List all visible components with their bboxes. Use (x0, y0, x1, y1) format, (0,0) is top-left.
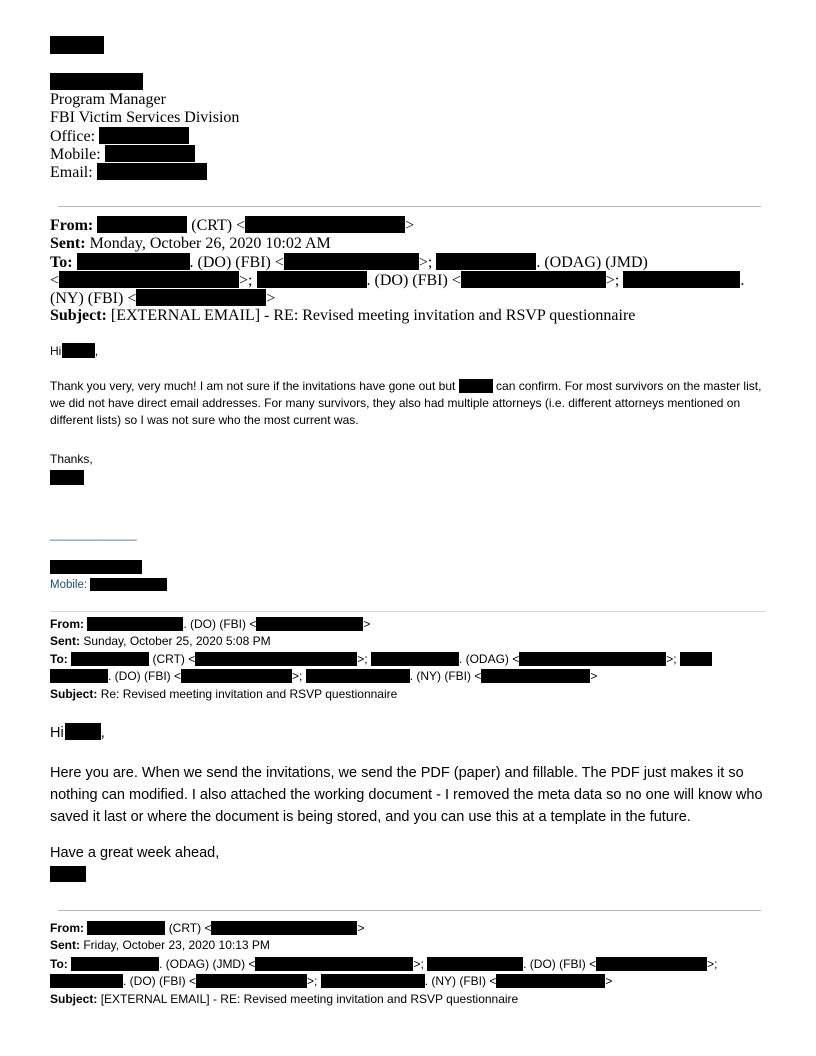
subject-value: [EXTERNAL EMAIL] - RE: Revised meeting invitation and RSVP questionnaire (100, 992, 519, 1006)
to-text: . (ODAG) (JMD) (536, 254, 648, 271)
redaction (481, 669, 590, 683)
redaction (623, 271, 740, 288)
signature2-mobile (50, 577, 167, 593)
redaction (62, 343, 95, 358)
redaction (50, 669, 108, 683)
redaction (371, 652, 459, 666)
greeting-end: , (94, 344, 99, 358)
redaction (245, 216, 405, 233)
email2-to-line1 (50, 651, 712, 667)
to-text: . (DO) (FBI) < (523, 957, 597, 971)
to-text: . (DO) (FBI) < (189, 254, 284, 271)
redaction (461, 271, 606, 288)
redaction (306, 669, 410, 683)
redaction (59, 271, 239, 288)
greeting: Hi (50, 344, 62, 358)
email2-closing: Have a great week ahead, (50, 845, 220, 861)
body-text: can confirm. For most survivors on the master list, we did not have direct email addresses. For many survivors, they also had multiple attorneys (i.e. different attorneys mentioned on different lists) so I was not sure who the most current was. (50, 379, 762, 427)
from-label: From: (50, 217, 94, 234)
redaction (519, 652, 666, 666)
to-text: >; (707, 957, 718, 971)
from-end: > (405, 217, 415, 234)
email1-subject (50, 307, 635, 325)
sent-label: Sent: (50, 235, 86, 252)
subject-label: Subject: (50, 992, 98, 1006)
redaction (71, 652, 149, 666)
email3-to-line1 (50, 956, 717, 972)
email1-from (50, 216, 414, 235)
greeting-end: , (100, 725, 105, 741)
subject-label: Subject: (50, 687, 98, 701)
redaction (596, 957, 707, 971)
divider (58, 910, 761, 911)
sent-value: Monday, October 26, 2020 10:02 AM (89, 235, 331, 252)
redaction (257, 271, 367, 288)
sent-label: Sent: (50, 938, 80, 952)
from-label: From: (50, 921, 84, 935)
sent-value: Friday, October 23, 2020 10:13 PM (83, 938, 270, 952)
to-label: To: (50, 254, 73, 271)
to-text: >; (666, 652, 677, 666)
redaction (50, 560, 142, 574)
subject-value: Re: Revised meeting invitation and RSVP questionnaire (100, 687, 398, 701)
subject-label: Subject: (50, 307, 107, 324)
redaction (99, 127, 189, 144)
redaction (256, 617, 363, 631)
to-text: . (NY) (FBI) < (409, 669, 482, 683)
subject-value: [EXTERNAL EMAIL] - RE: Revised meeting invitation and RSVP questionnaire (110, 307, 636, 324)
redaction (181, 669, 292, 683)
redaction (136, 289, 266, 306)
redaction (284, 253, 419, 270)
to-text: >; (605, 272, 620, 289)
email1-to-line2 (50, 271, 744, 290)
to-text: >; (418, 254, 433, 271)
email3-sent (50, 937, 270, 953)
mobile-label: Mobile: (50, 146, 101, 163)
email2-to-line2 (50, 668, 597, 684)
to-text: (CRT) < (152, 652, 196, 666)
email2-sent (50, 633, 271, 649)
signature-org: FBI Victim Services Division (50, 109, 240, 126)
to-text: < (50, 272, 60, 289)
email2-greeting (50, 722, 105, 744)
redaction (211, 921, 357, 935)
redaction (255, 957, 413, 971)
email3-from (50, 920, 364, 936)
redaction (50, 974, 123, 988)
email-label: Email: (50, 164, 93, 181)
to-label: To: (50, 652, 68, 666)
to-text: >; (307, 974, 318, 988)
email2-subject (50, 686, 397, 702)
to-text: > (266, 290, 276, 307)
redaction (680, 652, 712, 666)
sent-label: Sent: (50, 634, 80, 648)
office-label: Office: (50, 128, 96, 145)
redaction (196, 974, 307, 988)
from-end: > (357, 921, 365, 935)
redaction (436, 253, 536, 270)
email1-greeting (50, 343, 98, 359)
to-text: . (740, 272, 745, 289)
redaction (50, 866, 86, 882)
email3-subject (50, 991, 518, 1007)
to-text: . (DO) (FBI) < (108, 669, 181, 683)
redaction (71, 957, 159, 971)
email1-thanks: Thanks, (50, 452, 93, 466)
to-text: . (NY) (FBI) < (424, 974, 497, 988)
redaction (105, 145, 195, 162)
redaction (195, 652, 357, 666)
to-text: > (605, 974, 613, 988)
redaction (87, 617, 183, 631)
divider (50, 611, 766, 612)
to-text: > (590, 669, 598, 683)
greeting: Hi (50, 725, 64, 741)
from-end: > (363, 617, 371, 631)
redaction (90, 578, 167, 591)
from-label: From: (50, 617, 84, 631)
email1-to-line1 (50, 253, 648, 272)
body-text: Thank you very, very much! I am not sure if the invitations have gone out but (50, 379, 456, 393)
from-org: (CRT) < (168, 921, 212, 935)
from-org: (CRT) < (191, 217, 246, 234)
signature-title: Program Manager (50, 91, 166, 108)
redaction (77, 253, 190, 270)
to-text: >; (292, 669, 303, 683)
mobile-label: Mobile: (50, 579, 88, 591)
to-text: (NY) (FBI) < (50, 290, 137, 307)
to-text: >; (239, 272, 253, 289)
to-text: >; (357, 652, 368, 666)
signature-divider: _____________ (50, 527, 137, 541)
redaction (97, 163, 207, 180)
email2-body: Here you are. When we send the invitations, we send the PDF (paper) and fillable. The PDF just makes it so nothing can modified. I also attached the working document - I removed the meta data so no one will know who saved it last or where the document is being stored, and you can use this at a template in the future. (50, 765, 763, 825)
redaction (65, 723, 101, 740)
redaction (50, 470, 84, 485)
redaction (50, 73, 143, 90)
redaction (321, 974, 425, 988)
email1-body (50, 378, 766, 429)
from-org: . (DO) (FBI) < (183, 617, 257, 631)
redaction (459, 379, 493, 393)
to-text: . (ODAG) (JMD) < (159, 957, 256, 971)
signature-office (50, 127, 189, 146)
signature-mobile (50, 145, 195, 164)
to-text: . (ODAG) < (458, 652, 520, 666)
signature-email (50, 163, 207, 182)
email2-from (50, 616, 370, 632)
redaction (496, 974, 605, 988)
to-text: >; (413, 957, 424, 971)
redaction (427, 957, 523, 971)
email1-sent (50, 235, 331, 253)
redaction (87, 921, 165, 935)
to-label: To: (50, 957, 68, 971)
divider (58, 206, 761, 207)
email1-to-line3 (50, 289, 275, 308)
redaction (97, 216, 187, 233)
sent-value: Sunday, October 25, 2020 5:08 PM (83, 634, 271, 648)
to-text: . (DO) (FBI) < (366, 272, 461, 289)
email3-to-line2 (50, 973, 612, 989)
redaction (50, 36, 104, 54)
to-text: . (DO) (FBI) < (123, 974, 196, 988)
